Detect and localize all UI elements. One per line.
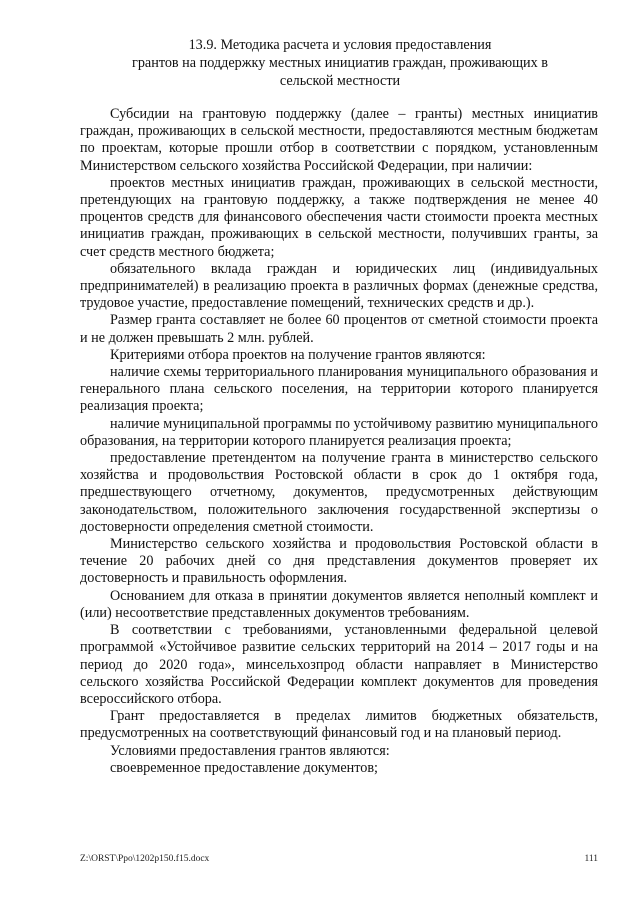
paragraph: Субсидии на грантовую поддержку (далее – гранты) местных инициатив граждан, проживающих в сельской местности, предоставляются местным бюджетам по проектам, которые прошли отбор в соответствии с порядком, установленным Министерством сельского хозяйства Российской Федерации, при наличии: [80, 106, 598, 174]
paragraph: В соответствии с требованиями, установленными федеральной целевой программой «Устойчивое развитие сельских территорий на 2014 – 2017 годы и на период до 2020 года», минсельхозпрод области направляет в Министерство сельского хозяйства Российской Федерации комплект документов для проведения всероссийского отбора. [80, 622, 598, 707]
section-heading [80, 36, 600, 90]
paragraph: своевременное предоставление документов; [110, 759, 378, 776]
paragraph: наличие схемы территориального планирования муниципального образования и генерального плана сельского поселения, на территории которого планируется реализация проекта; [80, 364, 598, 415]
heading-line-3: сельской местности [279, 73, 401, 89]
paragraph: проектов местных инициатив граждан, проживающих в сельской местности, претендующих на грантовую поддержку, а также подтверждения не менее 40 процентов средств для финансового обеспечения части стоимости проекта местных инициатив граждан, проживающих в сельской местности, получивших гранты, за счет средств местного бюджета; [80, 174, 598, 260]
paragraph: Грант предоставляется в пределах лимитов бюджетных обязательств, предусмотренных на соответствующий финансовый год и на плановый период. [80, 708, 598, 742]
paragraph: наличие муниципальной программы по устойчивому развитию муниципального образования, на территории которого планируется реализация проекта; [80, 415, 598, 449]
paragraph: Размер гранта составляет не более 60 процентов от сметной стоимости проекта и не должен превышать 2 млн. рублей. [80, 312, 598, 346]
paragraph: Условиями предоставления грантов являются: [110, 742, 390, 759]
file-path: Z:\ORST\Ppo\1202p150.f15.docx [80, 854, 210, 864]
paragraph: предоставление претендентом на получение гранта в министерство сельского хозяйства и продовольствия Ростовской области в срок до 1 октября года, предшествующего отчетному, документов, предусмотренных действующим законодательством, положительного заключения государственной экспертизы о достоверности определения сметной стоимости. [80, 450, 598, 535]
paragraph: Основанием для отказа в принятии документов является неполный комплект и (или) несоответствие представленных документов требованиям. [80, 587, 598, 621]
heading-line-1: 13.9. Методика расчета и условия предоставления [188, 37, 492, 53]
paragraph: Министерство сельского хозяйства и продовольствия Ростовской области в течение 20 рабочих дней со дня представления документов проверяет их достоверность и правильность оформления. [80, 536, 598, 587]
paragraph: обязательного вклада граждан и юридических лиц (индивидуальных предпринимателей) в реализацию проекта в различных формах (денежные средства, трудовое участие, предоставление помещений, технических средств и др.). [80, 260, 598, 312]
document-body [80, 106, 598, 777]
page-number: 111 [584, 854, 598, 864]
heading-line-2: грантов на поддержку местных инициатив граждан, проживающих в [132, 55, 548, 71]
paragraph: Критериями отбора проектов на получение грантов являются: [110, 346, 486, 363]
